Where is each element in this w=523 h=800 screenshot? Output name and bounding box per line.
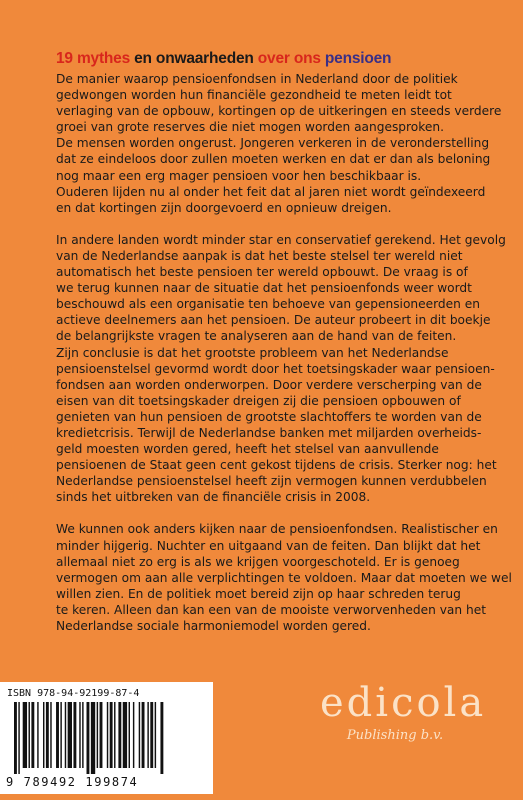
text-line: sinds het uitbreken van de financiële crisis in 2008.	[56, 490, 371, 505]
publisher-logo	[320, 680, 487, 770]
cover-title	[56, 50, 496, 68]
text-line: van de Nederlandse aanpak is dat het beste stelsel ter wereld niet	[56, 248, 463, 263]
text-line: De manier waarop pensioenfondsen in Nederland door de politiek	[56, 72, 458, 86]
text-line: allemaal niet zo erg is als we krijgen voorgeschoteld. Er is genoeg	[56, 554, 460, 569]
text-line: beschouwd als een organisatie ten behoeve van gepensioneerden en	[56, 297, 480, 312]
text-line: dat ze eindeloos door zullen moeten werken en dat er dan als beloning	[56, 152, 491, 167]
barcode-bar	[129, 702, 130, 768]
isbn-label: ISBN 978-94-92199-87-4	[7, 688, 140, 699]
barcode-bar	[91, 702, 95, 774]
barcode-bar	[147, 702, 148, 768]
barcode-bar	[56, 702, 59, 768]
barcode-bar	[82, 702, 83, 768]
blurb-text	[56, 71, 514, 634]
text-line: actieve deelnemers aan het pensioen. De auteur probeert in dit boekje	[56, 313, 491, 328]
text-line: automatisch het beste pensioen ter wereld opbouwt. De vraag is of	[56, 265, 468, 280]
title-part-3: over ons	[257, 50, 321, 67]
title-part-2: en onwaarheden	[134, 50, 254, 67]
barcode-bar	[114, 702, 115, 768]
text-line: We kunnen ook anders kijken naar de pensioenfondsen. Realistischer en	[56, 522, 498, 537]
text-line: we terug kunnen naar de situatie dat het pensioenfonds weer wordt	[56, 281, 472, 296]
text-line: In andere landen wordt minder star en conservatief gerekend. Het gevolg	[56, 232, 506, 247]
barcode-bar	[79, 702, 80, 768]
text-line: genieten van hun pensioen de grootste slachtoffers te worden van de	[56, 409, 482, 424]
text-line: fondsen aan worden onderworpen. Door verdere verscherping van de	[56, 377, 482, 392]
text-line: pensioenen de Staat geen cent gekost tijdens de crisis. Sterker nog: het	[56, 458, 497, 473]
barcode-bar	[65, 702, 66, 768]
barcode-bar	[100, 702, 103, 768]
barcode-bar	[23, 702, 27, 768]
text-line: De mensen worden ongerust. Jongeren verkeren in de veronderstelling	[56, 136, 490, 151]
barcode-bar	[110, 702, 113, 768]
barcode-bar	[123, 702, 127, 768]
barcode-bar	[87, 702, 90, 774]
text-line: en dat kortingen zijn doorgevoerd en opnieuw dreigen.	[56, 200, 392, 215]
barcode-bar	[68, 702, 72, 768]
barcode-bar	[50, 702, 51, 768]
publisher-name: edicola	[320, 680, 487, 726]
text-line: verlaging van de opbouw, kortingen op de uitkeringen en steeds verdere	[56, 104, 502, 119]
text-line: minder hijgerig. Nuchter en uitgaand van de feiten. Dan blijkt dat het	[56, 538, 481, 553]
text-line: te keren. Alleen dan kan een van de mooiste verworvenheden van het	[56, 602, 486, 617]
text-line: groei van grote reserves die niet mogen worden aangesproken.	[56, 120, 444, 135]
text-line: vermogen om aan alle verplichtingen te voldoen. Maar dat moeten we wel	[56, 570, 512, 585]
barcode-bar	[73, 702, 76, 768]
text-line: Zijn conclusie is dat het grootste probleem van het Nederlandse	[56, 345, 449, 360]
paragraph-gap	[56, 505, 514, 521]
text-line: nog maar een erg mager pensioen voor hen beschikbaar is.	[56, 168, 422, 183]
barcode-bar	[155, 702, 156, 768]
barcode-bar	[18, 702, 19, 774]
text-line: de belangrijkste vragen te analyseren aan de hand van de feiten.	[56, 329, 457, 344]
barcode-bar	[160, 702, 163, 774]
text-line: Nederlandse sociale harmoniemodel worden gered.	[56, 619, 371, 633]
barcode-bar	[31, 702, 34, 768]
barcode-bar	[118, 702, 121, 768]
barcode-bar	[142, 702, 145, 768]
text-line: gedwongen worden hun financiële gezondheid te meten leidt tot	[56, 88, 452, 103]
barcode-bar	[29, 702, 30, 768]
barcode-bar	[14, 702, 17, 774]
barcode-bar	[139, 702, 140, 768]
barcode-bar	[107, 702, 108, 768]
text-line: Nederlandse pensioenstelsel heeft zijn vermogen kunnen verdubbelen	[56, 474, 487, 489]
text-line: kredietcrisis. Terwijl de Nederlandse banken met miljarden overheids-	[56, 425, 482, 440]
text-line: geld moesten worden gered, heeft het stelsel van aanvullende	[56, 442, 439, 457]
title-part-1: 19 mythes	[56, 50, 131, 67]
barcode-image	[8, 702, 208, 774]
barcode-bar	[97, 702, 98, 768]
barcode-bar	[46, 702, 49, 768]
text-line: Ouderen lijden nu al onder het feit dat al jaren niet wordt geïndexeerd	[56, 184, 486, 199]
barcode-digits: 9 789492 199874	[6, 775, 139, 789]
barcode-bar	[60, 702, 61, 768]
barcode-bar	[150, 702, 153, 768]
publisher-tagline: Publishing b.v.	[346, 728, 444, 743]
barcode-bar	[43, 702, 44, 768]
barcode-bar	[133, 702, 134, 768]
barcode-bar	[37, 702, 38, 768]
title-part-4: pensioen	[324, 50, 392, 67]
paragraph-gap	[56, 216, 514, 232]
text-line: willen zien. En de politiek moet bereid zijn op haar schreden terug	[56, 586, 461, 601]
text-line: pensioenstelsel gevormd wordt door het toetsingskader waar pensioen-	[56, 361, 495, 376]
text-line: eisen van dit toetsingskader dreigen zij die pensioen opbouwen of	[56, 393, 461, 408]
